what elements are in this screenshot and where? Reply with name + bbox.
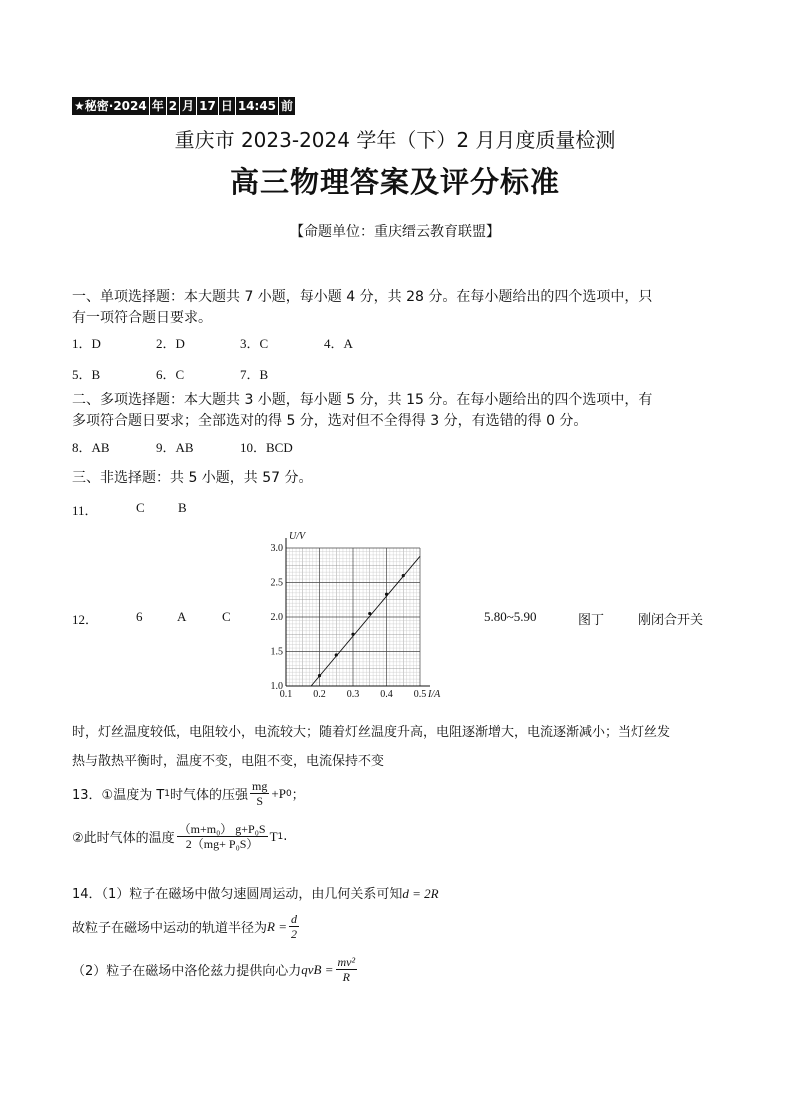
q12-answer: 6 — [136, 609, 143, 624]
q13-text: ②此时气体的温度 — [72, 831, 175, 846]
secret-part: 2 — [168, 99, 178, 113]
answer-item: 2．D — [156, 336, 185, 351]
fraction-denominator: 2（mg+ P₀S） — [185, 837, 259, 851]
q12-explanation-line2: 热与散热平衡时，温度不变，电阻不变，电流保持不变 — [72, 754, 385, 769]
data-point — [385, 593, 388, 596]
q14-text: 故粒子在磁场中运动的轨道半径为 — [72, 921, 268, 936]
y-tick-label: 2.5 — [270, 577, 283, 589]
q14-line1 — [72, 883, 439, 902]
fraction-denominator: 2 — [290, 927, 297, 941]
q12-explanation-line1: 时，灯丝温度较低，电阻较小，电流较大；随着灯丝温度升高，电阻逐渐增大，电流逐渐减小；当灯丝发 — [72, 725, 671, 740]
q13-line1 — [72, 779, 305, 808]
q13-text: +P — [271, 785, 286, 801]
data-point — [402, 574, 405, 577]
author-unit: 【命题单位：重庆缙云教育联盟】 — [290, 224, 500, 240]
answer-item: 4．A — [324, 336, 353, 351]
q14-equation: d = 2R — [402, 886, 439, 901]
answer-item: 9．AB — [156, 440, 194, 455]
q14-text: 14．（1）粒子在磁场中做匀速圆周运动，由几何关系可知 — [72, 887, 403, 902]
q13-text: 时气体的压强 — [170, 788, 249, 803]
x-tick-label: 0.2 — [313, 689, 326, 700]
document-title: 高三物理答案及评分标准 — [229, 165, 560, 199]
q14-equation: qvB = — [301, 961, 334, 977]
section2-heading-line2: 多项符合题日要求；全部选对的得 5 分，选对但不全得得 3 分，有选错的得 0 分。 — [72, 413, 588, 429]
x-axis-label: I/A — [428, 689, 441, 700]
temperature-fraction — [177, 822, 268, 851]
answer-item: 6．C — [156, 367, 185, 382]
fraction-denominator: S — [256, 794, 264, 808]
y-tick-label: 1.5 — [270, 646, 283, 658]
answer-item: 10．BCD — [240, 440, 293, 455]
exam-title: 重庆市 2023-2024 学年（下）2 月月度质量检测 — [174, 128, 616, 152]
y-tick-label: 2.0 — [270, 612, 283, 623]
q14-line3 — [72, 955, 359, 984]
answer-item: 8．AB — [72, 440, 110, 455]
q12-number: 12． — [72, 612, 99, 627]
secret-part: ★秘密·2024 — [74, 99, 147, 113]
q12-answer: C — [222, 609, 231, 624]
y-tick-label: 3.0 — [270, 543, 283, 554]
y-axis-label: U/V — [289, 531, 306, 542]
secret-part: 年 — [151, 99, 164, 113]
fraction-numerator: （m+m₀） g+P₀S — [178, 822, 266, 836]
q12-answer: 刚闭合开关 — [638, 613, 704, 628]
q14-line2 — [72, 912, 301, 941]
fraction-numerator: mv² — [337, 955, 356, 969]
y-tick-label: 1.0 — [270, 681, 283, 692]
q11-answer: B — [178, 500, 187, 515]
q13-sub: 1 — [164, 788, 171, 799]
radius-fraction — [289, 912, 299, 941]
x-tick-label: 0.5 — [413, 689, 427, 700]
data-point — [335, 653, 338, 656]
data-point — [368, 612, 371, 615]
q13-text: T — [269, 828, 278, 844]
secret-part: 前 — [281, 99, 294, 113]
q13-text: 13．①温度为 T — [72, 788, 165, 803]
answer-item: 5．B — [72, 367, 101, 382]
answer-item: 1．D — [72, 336, 101, 351]
answer-item: 7．B — [240, 367, 269, 382]
q11-number: 11． — [72, 503, 98, 518]
q13-text: ； — [291, 788, 305, 803]
x-tick-label: 0.3 — [346, 689, 360, 700]
force-fraction — [336, 955, 358, 984]
ui-graph — [262, 528, 462, 704]
x-tick-label: 0.4 — [380, 689, 393, 700]
q12-answer: 图丁 — [578, 613, 605, 628]
confidential-stamp — [72, 97, 296, 115]
pressure-fraction — [250, 779, 269, 808]
fraction-numerator: mg — [252, 779, 268, 793]
section1-heading-line2: 有一项符合题日要求。 — [72, 310, 212, 326]
q13-line2 — [72, 822, 287, 851]
fraction-denominator: R — [342, 970, 350, 984]
q13-sub: 1 — [277, 831, 284, 842]
section3-heading: 三、非选择题：共 5 小题，共 57 分。 — [72, 470, 313, 486]
q13-text: . — [283, 829, 288, 844]
q14-text: （2）粒子在磁场中洛伦兹力提供向心力 — [72, 964, 302, 979]
secret-part: 14:45 — [237, 99, 277, 113]
q12-answer: 5.80~5.90 — [484, 609, 537, 624]
x-tick-label: 0.1 — [279, 689, 293, 700]
fraction-numerator: d — [290, 912, 297, 926]
q11-answer: C — [136, 500, 145, 515]
secret-part: 月 — [182, 99, 195, 113]
answer-item: 3．C — [240, 336, 269, 351]
q14-equation: R = — [267, 918, 287, 934]
tick-labels — [271, 543, 427, 700]
secret-part: 日 — [220, 99, 233, 113]
data-point — [351, 633, 354, 636]
q13-sub: 0 — [285, 788, 292, 799]
secret-part: 17 — [199, 99, 216, 113]
section1-heading-line1: 一、单项选择题：本大题共 7 小题，每小题 4 分，共 28 分。在每小题给出的四个选项中，只 — [72, 289, 653, 305]
data-point — [318, 674, 321, 677]
q12-answer: A — [177, 609, 187, 624]
section2-heading-line1: 二、多项选择题：本大题共 3 小题，每小题 5 分，共 15 分。在每小题给出的四个选项中，有 — [72, 392, 653, 408]
